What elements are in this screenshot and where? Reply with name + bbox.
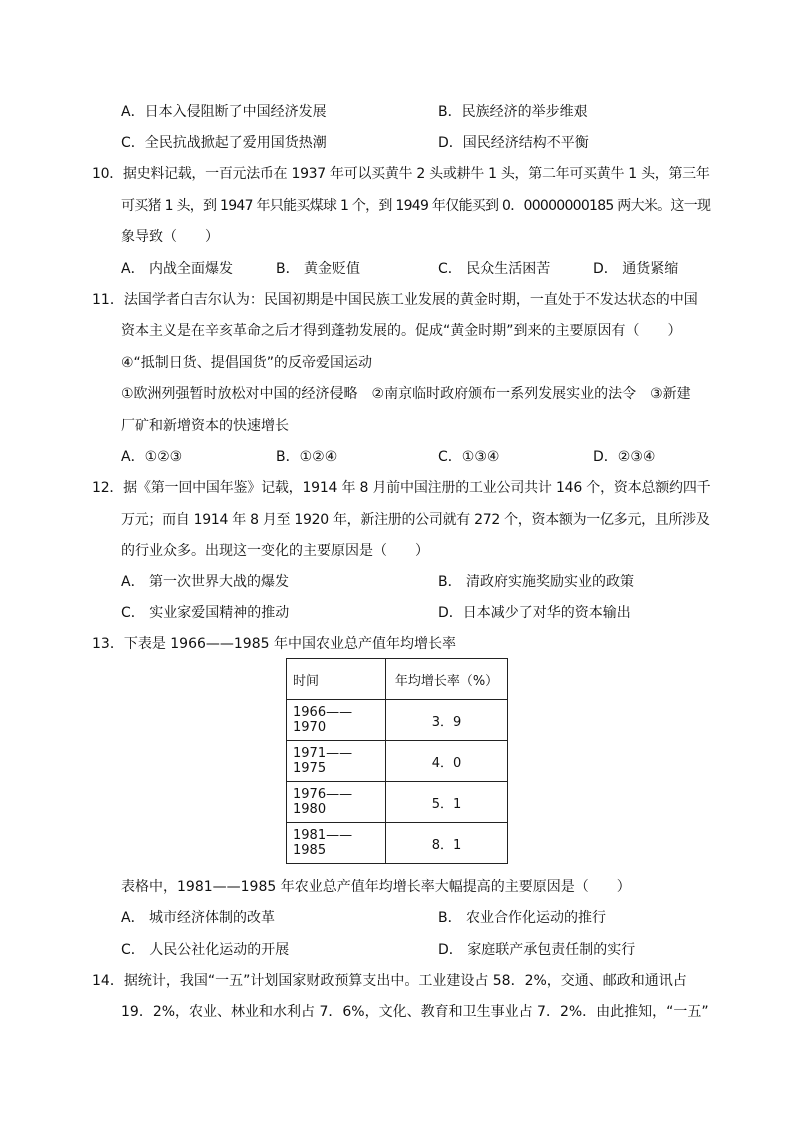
table-cell-period: 1971——1975	[287, 741, 386, 782]
q9-option-a[interactable]: A．日本入侵阻断了中国经济发展	[121, 104, 327, 120]
table-cell-period: 1976——1980	[287, 782, 386, 823]
q11-option-c[interactable]: C．①③④	[438, 449, 500, 465]
q14-stem-line-1: 14．据统计，我国“一五”计划国家财政预算支出中。工业建设占 58．2%，交通、邮政和通讯占	[92, 973, 687, 989]
q12-option-d[interactable]: D．日本减少了对华的资本输出	[438, 605, 631, 621]
q12-option-c[interactable]: C． 实业家爱国精神的推动	[121, 605, 290, 621]
q11-stem-line-1: 11．法国学者白吉尔认为：民国初期是中国民族工业发展的黄金时期，一直处于不发达状态的中国	[92, 292, 698, 308]
q11-option-a[interactable]: A．①②③	[121, 449, 183, 465]
q11-option-d[interactable]: D．②③④	[593, 449, 656, 465]
q12-stem-line-1: 12．据《第一回中国年鉴》记载，1914 年 8 月前中国注册的工业公司共计 146 个，资本总额约四千	[92, 480, 711, 496]
q12-option-a[interactable]: A． 第一次世界大战的爆发	[121, 574, 290, 590]
table-cell-period: 1981——1985	[287, 823, 386, 864]
q13-option-b[interactable]: B． 农业合作化运动的推行	[438, 910, 607, 926]
table-row	[287, 823, 508, 864]
table-cell-period: 1966——1970	[287, 700, 386, 741]
q11-option-b[interactable]: B．①②④	[276, 449, 338, 465]
q13-question: 表格中，1981——1985 年农业总产值年均增长率大幅提高的主要原因是（ ）	[121, 879, 631, 895]
table-row	[287, 700, 508, 741]
q10-option-b[interactable]: B． 黄金贬值	[276, 261, 361, 277]
q9-option-b[interactable]: B．民族经济的举步维艰	[438, 104, 588, 120]
q13-option-c[interactable]: C． 人民公社化运动的开展	[121, 942, 290, 958]
table-row	[287, 741, 508, 782]
table-row	[287, 782, 508, 823]
growth-rate-table	[286, 658, 508, 864]
q13-option-d[interactable]: D． 家庭联产承包责任制的实行	[438, 942, 636, 958]
q10-option-c[interactable]: C． 民众生活困苦	[438, 261, 551, 277]
q13-option-a[interactable]: A． 城市经济体制的改革	[121, 910, 276, 926]
q14-stem-line-2: 19．2%，农业、林业和水利占 7．6%，文化、教育和卫生事业占 7．2%．由此推知，“一五”	[121, 1004, 709, 1020]
table-cell-rate: 3．9	[386, 700, 508, 741]
table-cell-rate: 5．1	[386, 782, 508, 823]
q11-items-continuation: 厂矿和新增资本的快速增长	[121, 418, 289, 434]
table-header-time: 时间	[287, 659, 386, 700]
q12-stem-line-2: 万元；而自 1914 年 8 月至 1920 年，新注册的公司就有 272 个，资本额为一亿多元，且所涉及	[121, 512, 710, 528]
q10-stem-line-3: 象导致（ ）	[121, 229, 219, 245]
q10-stem-line-1: 10．据史料记载，一百元法币在 1937 年可以买黄牛 2 头或耕牛 1 头，第二年可买黄牛 1 头，第三年	[92, 166, 710, 182]
table-cell-rate: 4．0	[386, 741, 508, 782]
q10-option-d[interactable]: D． 通货紧缩	[593, 261, 679, 277]
table-cell-rate: 8．1	[386, 823, 508, 864]
q11-items-1-3: ①欧洲列强暂时放松对中国的经济侵略 ②南京临时政府颁布一系列发展实业的法令 ③新建	[121, 386, 691, 402]
q9-option-d[interactable]: D．国民经济结构不平衡	[438, 135, 589, 151]
q11-item-4: ④“抵制日货、提倡国货”的反帝爱国运动	[121, 355, 373, 371]
q9-option-c[interactable]: C．全民抗战掀起了爱用国货热潮	[121, 135, 327, 151]
q12-stem-line-3: 的行业众多。出现这一变化的主要原因是（ ）	[121, 543, 429, 559]
q13-intro: 13．下表是 1966——1985 年中国农业总产值年均增长率	[92, 636, 456, 652]
table-header-rate: 年均增长率（%）	[386, 659, 508, 700]
q10-option-a[interactable]: A． 内战全面爆发	[121, 261, 234, 277]
q11-stem-line-2: 资本主义是在辛亥革命之后才得到蓬勃发展的。促成“黄金时期”到来的主要原因有（ ）	[121, 323, 682, 339]
table-header-row	[287, 659, 508, 700]
q12-option-b[interactable]: B． 清政府实施奖励实业的政策	[438, 574, 635, 590]
q10-stem-line-2: 可买猪 1 头，到 1947 年只能买煤球 1 个，到 1949 年仅能买到 0．00000000185 两大米。这一现	[121, 198, 711, 214]
